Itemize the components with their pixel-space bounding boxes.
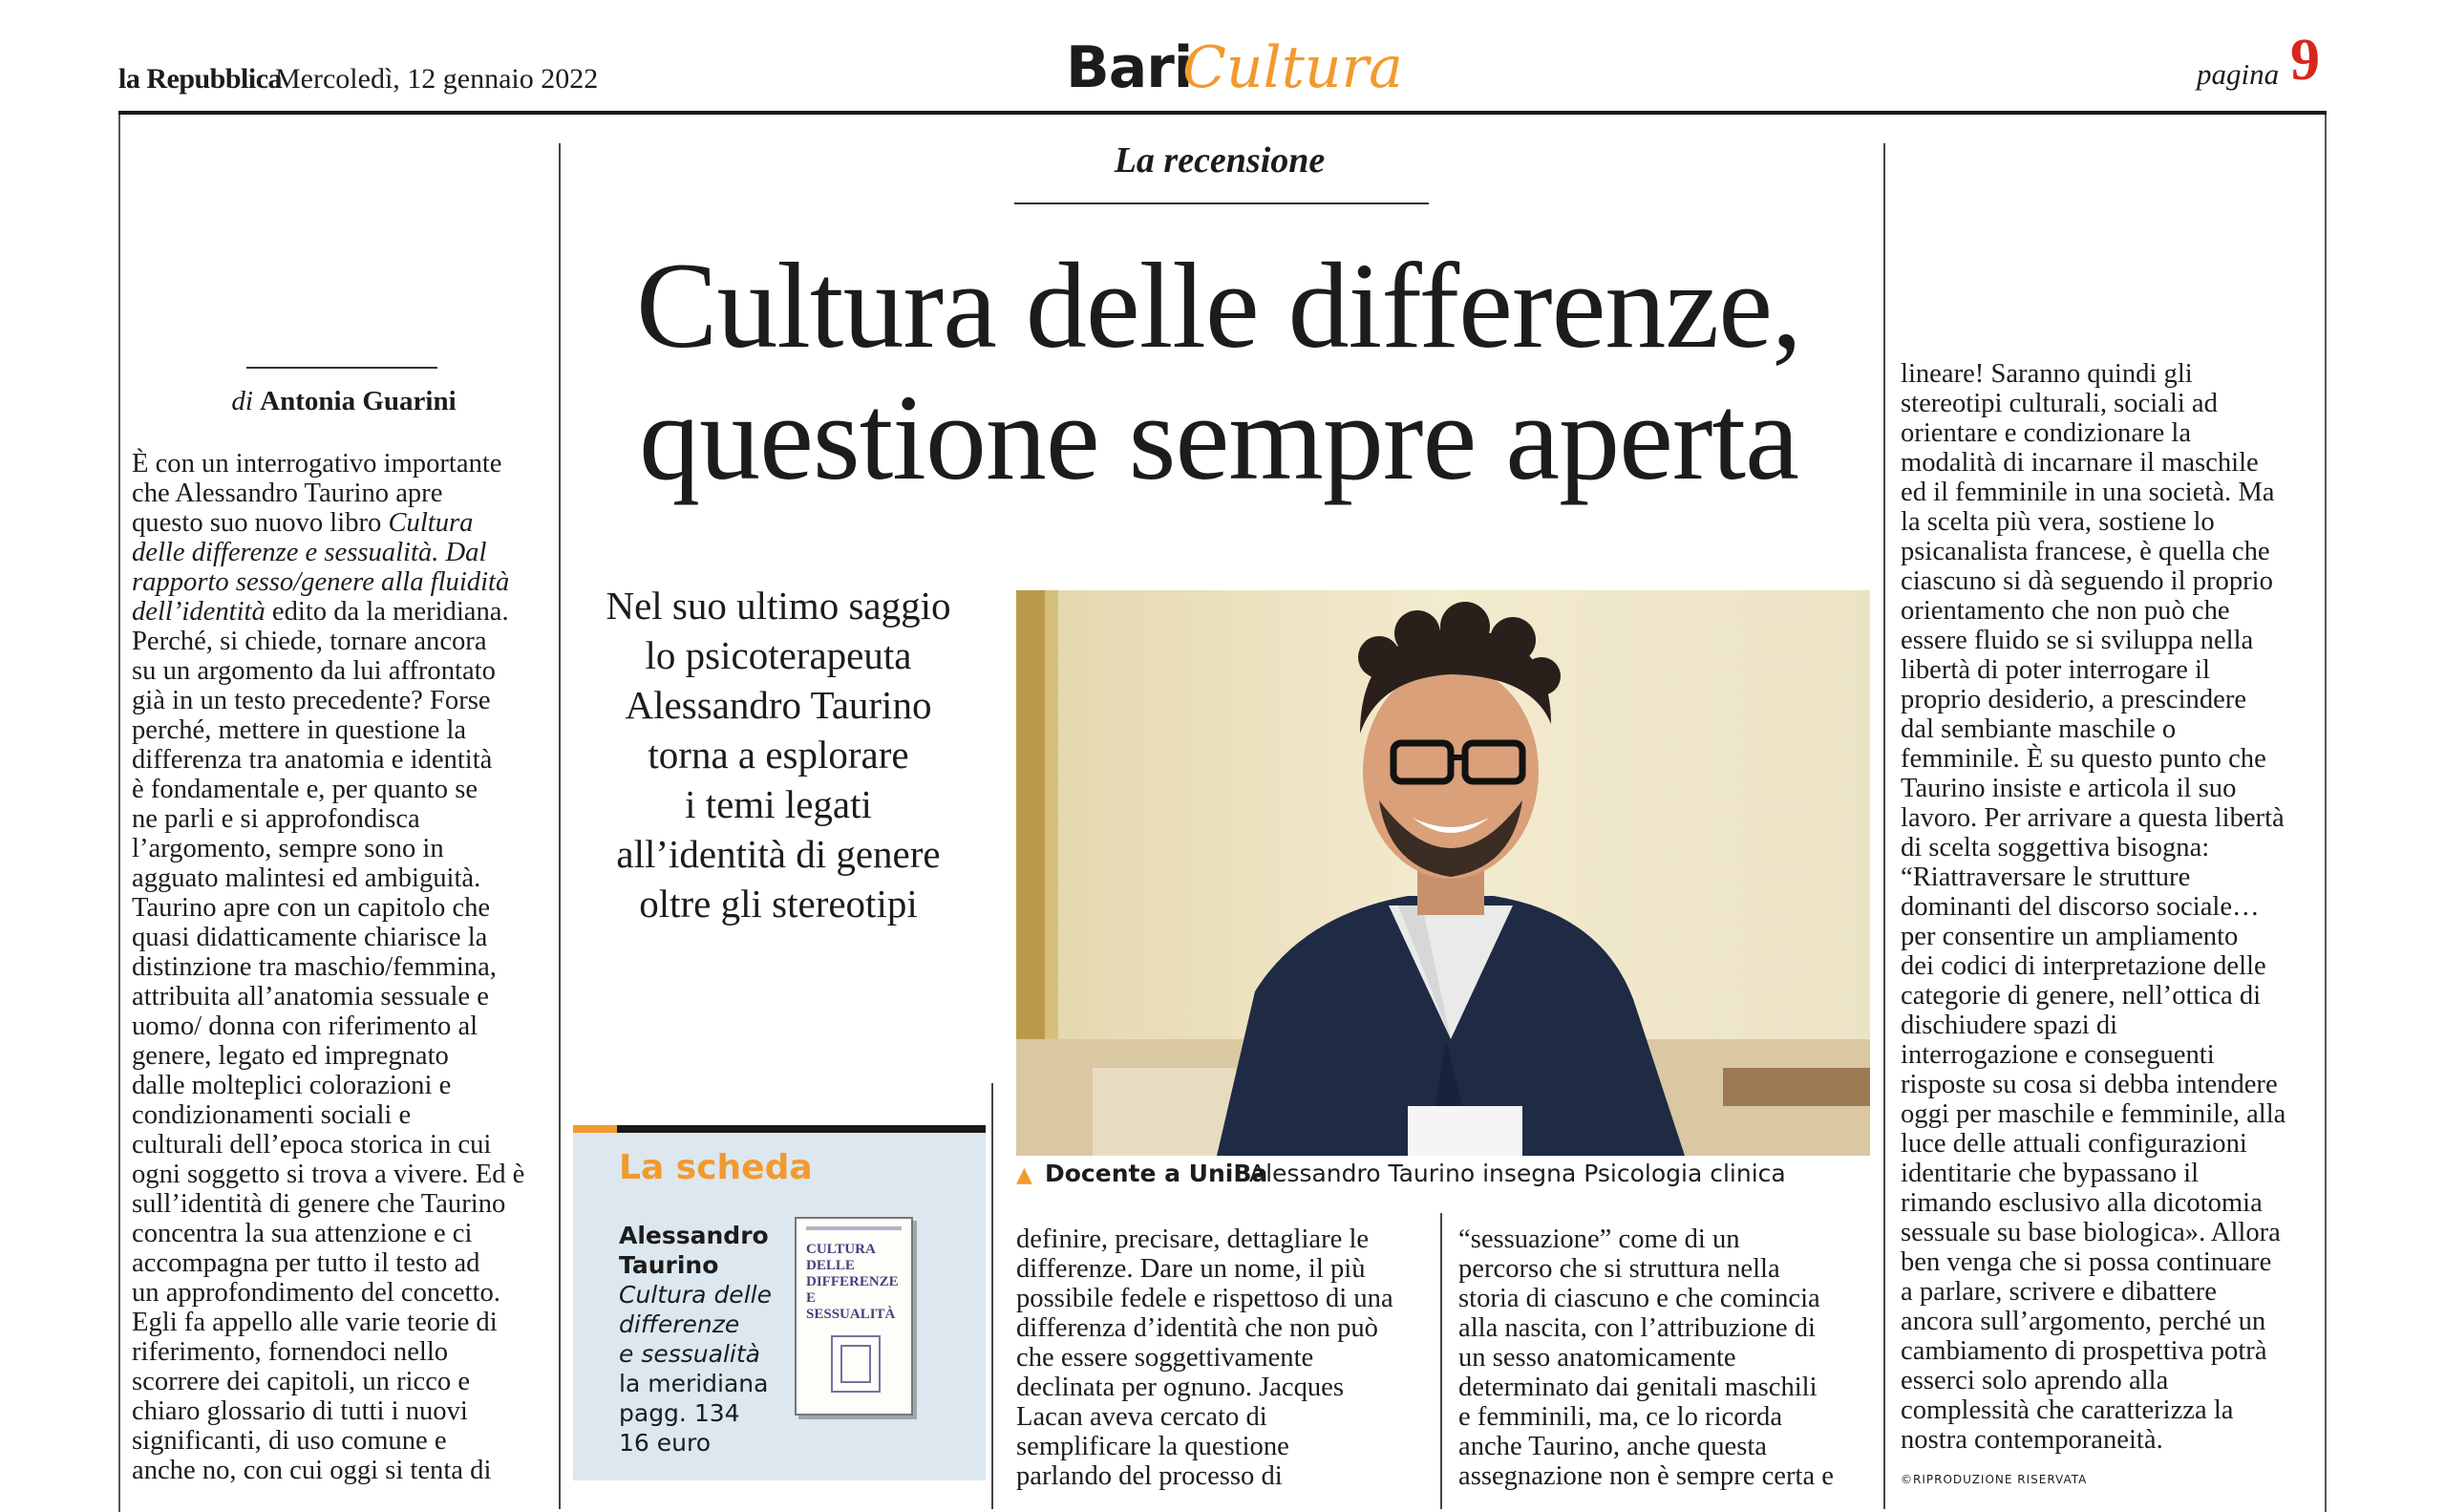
headline-line-1: Cultura delle differenze,: [635, 238, 1802, 373]
headline-line-2: questione sempre aperta: [639, 370, 1798, 505]
copyright-notice: ©RIPRODUZIONE RISERVATA: [1901, 1473, 2088, 1486]
text-line: un approfondimento del concetto.: [132, 1278, 500, 1308]
issue-date: Mercoledì, 12 gennaio 2022: [275, 63, 599, 95]
text-line: che essere soggettivamente: [1016, 1343, 1314, 1373]
byline-rule: [246, 367, 437, 369]
text-line: oggi per maschile e femminile, alla: [1901, 1099, 2286, 1129]
text-line: quasi didatticamente chiarisce la: [132, 923, 488, 952]
text-line: distinzione tra maschio/femmina,: [132, 952, 497, 982]
text-line: ben venga che si possa continuare: [1901, 1247, 2272, 1277]
book-author: Taurino: [619, 1251, 719, 1279]
article-summary: [577, 581, 980, 928]
book-title: differenze: [619, 1310, 740, 1338]
text-line: percorso che si struttura nella: [1458, 1254, 1780, 1284]
kicker-rule: [1014, 202, 1429, 204]
text-line: Nel suo ultimo saggio: [606, 584, 951, 628]
author-photo-illustration: [1016, 590, 1870, 1156]
frame-left-rule: [118, 115, 120, 1512]
text-line: semplificare la questione: [1016, 1432, 1289, 1461]
text-line: assegnazione non è sempre certa e: [1458, 1461, 1834, 1491]
text-line: parlando del processo di: [1016, 1461, 1283, 1491]
book-publisher: la meridiana: [619, 1370, 769, 1397]
text-line: risposte su cosa si debba intendere: [1901, 1070, 2278, 1099]
frame-right-rule: [2325, 115, 2327, 1512]
text-line: anche no, con cui oggi si tenta di: [132, 1456, 492, 1485]
text-line: interrogazione e conseguenti: [1901, 1040, 2215, 1070]
masthead: la Repubblica: [118, 63, 283, 95]
text-line: differenze. Dare un nome, il più: [1016, 1254, 1366, 1284]
text-line: orientamento che non può che: [1901, 596, 2230, 626]
text-line: esserci solo aprendo alla: [1901, 1366, 2169, 1395]
text-line: definire, precisare, dettagliare le: [1016, 1225, 1370, 1254]
text-line: complessità che caratterizza la: [1901, 1395, 2234, 1425]
text-line: orientare e condizionare la: [1901, 418, 2192, 448]
caption-triangle-icon: ▲: [1016, 1163, 1032, 1187]
text-line: dominanti del discorso sociale…: [1901, 892, 2260, 922]
text-line: condizionamenti sociali e: [132, 1100, 412, 1130]
text-line: per consentire un ampliamento: [1901, 922, 2239, 951]
body-column-1: [132, 449, 524, 1485]
text-line: differenza tra anatomia e identità: [132, 745, 493, 775]
text-line: questo suo nuovo libro Cultura: [132, 508, 474, 538]
text-line: storia di ciascuno e che comincia: [1458, 1284, 1820, 1313]
text-line: differenza d’identità che non può: [1016, 1313, 1378, 1343]
text-line: lineare! Saranno quindi gli: [1901, 359, 2193, 389]
text-line: dal sembiante maschile o: [1901, 714, 2177, 744]
text-line: chiaro glossario di tutti i nuovi: [132, 1396, 468, 1426]
text-line: è fondamentale e, per quanto se: [132, 775, 478, 804]
page-number: 9: [2290, 28, 2320, 93]
column-rule: [1440, 1213, 1442, 1509]
section-subtitle: Cultura: [1182, 34, 1403, 101]
book-title: e sessualità: [619, 1340, 760, 1368]
text-line: ogni soggetto si trova a vivere. Ed è: [132, 1160, 525, 1189]
text-line: stereotipi culturali, sociali ad: [1901, 389, 2218, 418]
text-line: l’argomento, sempre sono in: [132, 834, 444, 863]
text-line: alla nascita, con l’attribuzione di: [1458, 1313, 1816, 1343]
text-line: torna a esplorare: [648, 733, 909, 777]
text-line: che Alessandro Taurino apre: [132, 479, 443, 508]
book-cover-title: CULTURA DELLE DIFFERENZE E SESSUALITÀ: [806, 1242, 899, 1322]
body-column-2: [1016, 1225, 1393, 1491]
text-line: concentra la sua attenzione e ci: [132, 1219, 473, 1248]
header-rule: [118, 111, 2327, 115]
photo-caption-text: Alessandro Taurino insegna Psicologia clinica: [1249, 1160, 1786, 1187]
text-line: anche Taurino, anche questa: [1458, 1432, 1767, 1461]
text-line: essere fluido se si sviluppa nella: [1901, 626, 2254, 655]
text-line: psicanalista francese, è quella che: [1901, 537, 2270, 566]
text-line: ancora sull’argomento, perché un: [1901, 1307, 2266, 1336]
text-line: sessuale su base biologica». Allora: [1901, 1218, 2281, 1247]
text-line: Taurino apre con un capitolo che: [132, 893, 491, 923]
text-line: nostra contemporaneità.: [1901, 1425, 2163, 1455]
text-line: oltre gli stereotipi: [639, 882, 918, 926]
byline: [134, 386, 554, 417]
book-cover: [795, 1217, 913, 1416]
text-line: Taurino insiste e articola il suo: [1901, 774, 2237, 803]
text-line: declinata per ognuno. Jacques: [1016, 1373, 1344, 1402]
text-line: agguato malintesi ed ambiguità.: [132, 863, 481, 893]
text-line: rapporto sesso/genere alla fluidità: [132, 567, 510, 597]
text-line: di scelta soggettiva bisogna:: [1901, 833, 2210, 862]
photo-caption-title: Docente a UniBa: [1045, 1160, 1268, 1187]
body-column-3: [1458, 1225, 1834, 1491]
text-line: Alessandro Taurino: [625, 683, 932, 727]
text-line: delle differenze e sessualità. Dal: [132, 538, 487, 567]
text-line: cambiamento di prospettiva potrà: [1901, 1336, 2267, 1366]
text-line: proprio desiderio, a prescindere: [1901, 685, 2247, 714]
book-info-top-bar: [617, 1125, 986, 1133]
text-line: possibile fedele e rispettoso di una: [1016, 1284, 1393, 1313]
text-line: attribuita all’anatomia sessuale e: [132, 982, 489, 1012]
text-line: uomo/ donna con riferimento al: [132, 1012, 478, 1041]
book-title: Cultura delle: [619, 1281, 772, 1309]
text-line: riferimento, fornendoci nello: [132, 1337, 449, 1367]
byline-prefix: di: [231, 386, 253, 416]
text-line: accompagna per tutto il testo ad: [132, 1248, 480, 1278]
text-line: dei codici di interpretazione delle: [1901, 951, 2266, 981]
text-line: sull’identità di genere che Taurino: [132, 1189, 506, 1219]
text-line: dell’identità edito da la meridiana.: [132, 597, 509, 627]
text-line: scorrere dei capitoli, un ricco e: [132, 1367, 471, 1396]
text-line: ed il femminile in una società. Ma: [1901, 478, 2275, 507]
text-line: rimando esclusivo alla dicotomia: [1901, 1188, 2263, 1218]
book-author: Alessandro: [619, 1222, 769, 1249]
text-line: libertà di poter interrogare il: [1901, 655, 2210, 685]
book-cover-graphic-inner: [840, 1345, 871, 1383]
text-line: modalità di incarnare il maschile: [1901, 448, 2259, 478]
text-line: ne parli e si approfondisca: [132, 804, 420, 834]
text-line: perché, mettere in questione la: [132, 715, 467, 745]
text-line: “sessuazione” come di un: [1458, 1225, 1740, 1254]
text-line: culturali dell’epoca storica in cui: [132, 1130, 492, 1160]
text-line: e femminili, ma, ce lo ricorda: [1458, 1402, 1783, 1432]
text-line: femminile. È su questo punto che: [1901, 744, 2266, 774]
page-label: pagina: [2197, 57, 2280, 91]
text-line: a parlare, scrivere e dibattere: [1901, 1277, 2217, 1307]
text-line: i temi legati: [685, 782, 872, 826]
text-line: ciascuno si dà seguendo il proprio: [1901, 566, 2273, 596]
book-info-accent-bar: [573, 1125, 617, 1133]
text-line: la scelta più vera, sostiene lo: [1901, 507, 2215, 537]
text-line: lo psicoterapeuta: [645, 633, 912, 677]
byline-author: Antonia Guarini: [260, 386, 457, 416]
body-column-4: [1901, 359, 2286, 1455]
author-photo: [1016, 590, 1870, 1156]
text-line: già in un testo precedente? Forse: [132, 686, 491, 715]
text-line: lavoro. Per arrivare a questa libertà: [1901, 803, 2285, 833]
text-line: dischiudere spazi di: [1901, 1011, 2118, 1040]
text-line: È con un interrogativo importante: [132, 449, 502, 479]
text-line: identitarie che bypassano il: [1901, 1159, 2200, 1188]
text-line: Lacan aveva cercato di: [1016, 1402, 1267, 1432]
text-line: determinato dai genitali maschili: [1458, 1373, 1818, 1402]
book-price: 16 euro: [619, 1429, 712, 1457]
text-line: su un argomento da lui affrontato: [132, 656, 496, 686]
text-line: genere, legato ed impregnato: [132, 1041, 449, 1071]
text-line: un sesso anatomicamente: [1458, 1343, 1736, 1373]
column-rule: [991, 1083, 993, 1509]
text-line: categorie di genere, nell’ottica di: [1901, 981, 2262, 1011]
book-pages: pagg. 134: [619, 1399, 740, 1427]
text-line: dalle molteplici colorazioni e: [132, 1071, 452, 1100]
text-line: significanti, di uso comune e: [132, 1426, 447, 1456]
book-info-title: La scheda: [619, 1148, 813, 1187]
text-line: luce delle attuali configurazioni: [1901, 1129, 2247, 1159]
book-info-details: [619, 1221, 772, 1458]
article-kicker: La recensione: [1114, 140, 1326, 181]
text-line: Egli fa appello alle varie teorie di: [132, 1308, 498, 1337]
book-cover-band: [806, 1226, 902, 1230]
section-title: Bari: [1066, 34, 1193, 101]
text-line: “Riattraversare le strutture: [1901, 862, 2191, 892]
text-line: Perché, si chiede, tornare ancora: [132, 627, 487, 656]
text-line: all’identità di genere: [616, 832, 941, 876]
